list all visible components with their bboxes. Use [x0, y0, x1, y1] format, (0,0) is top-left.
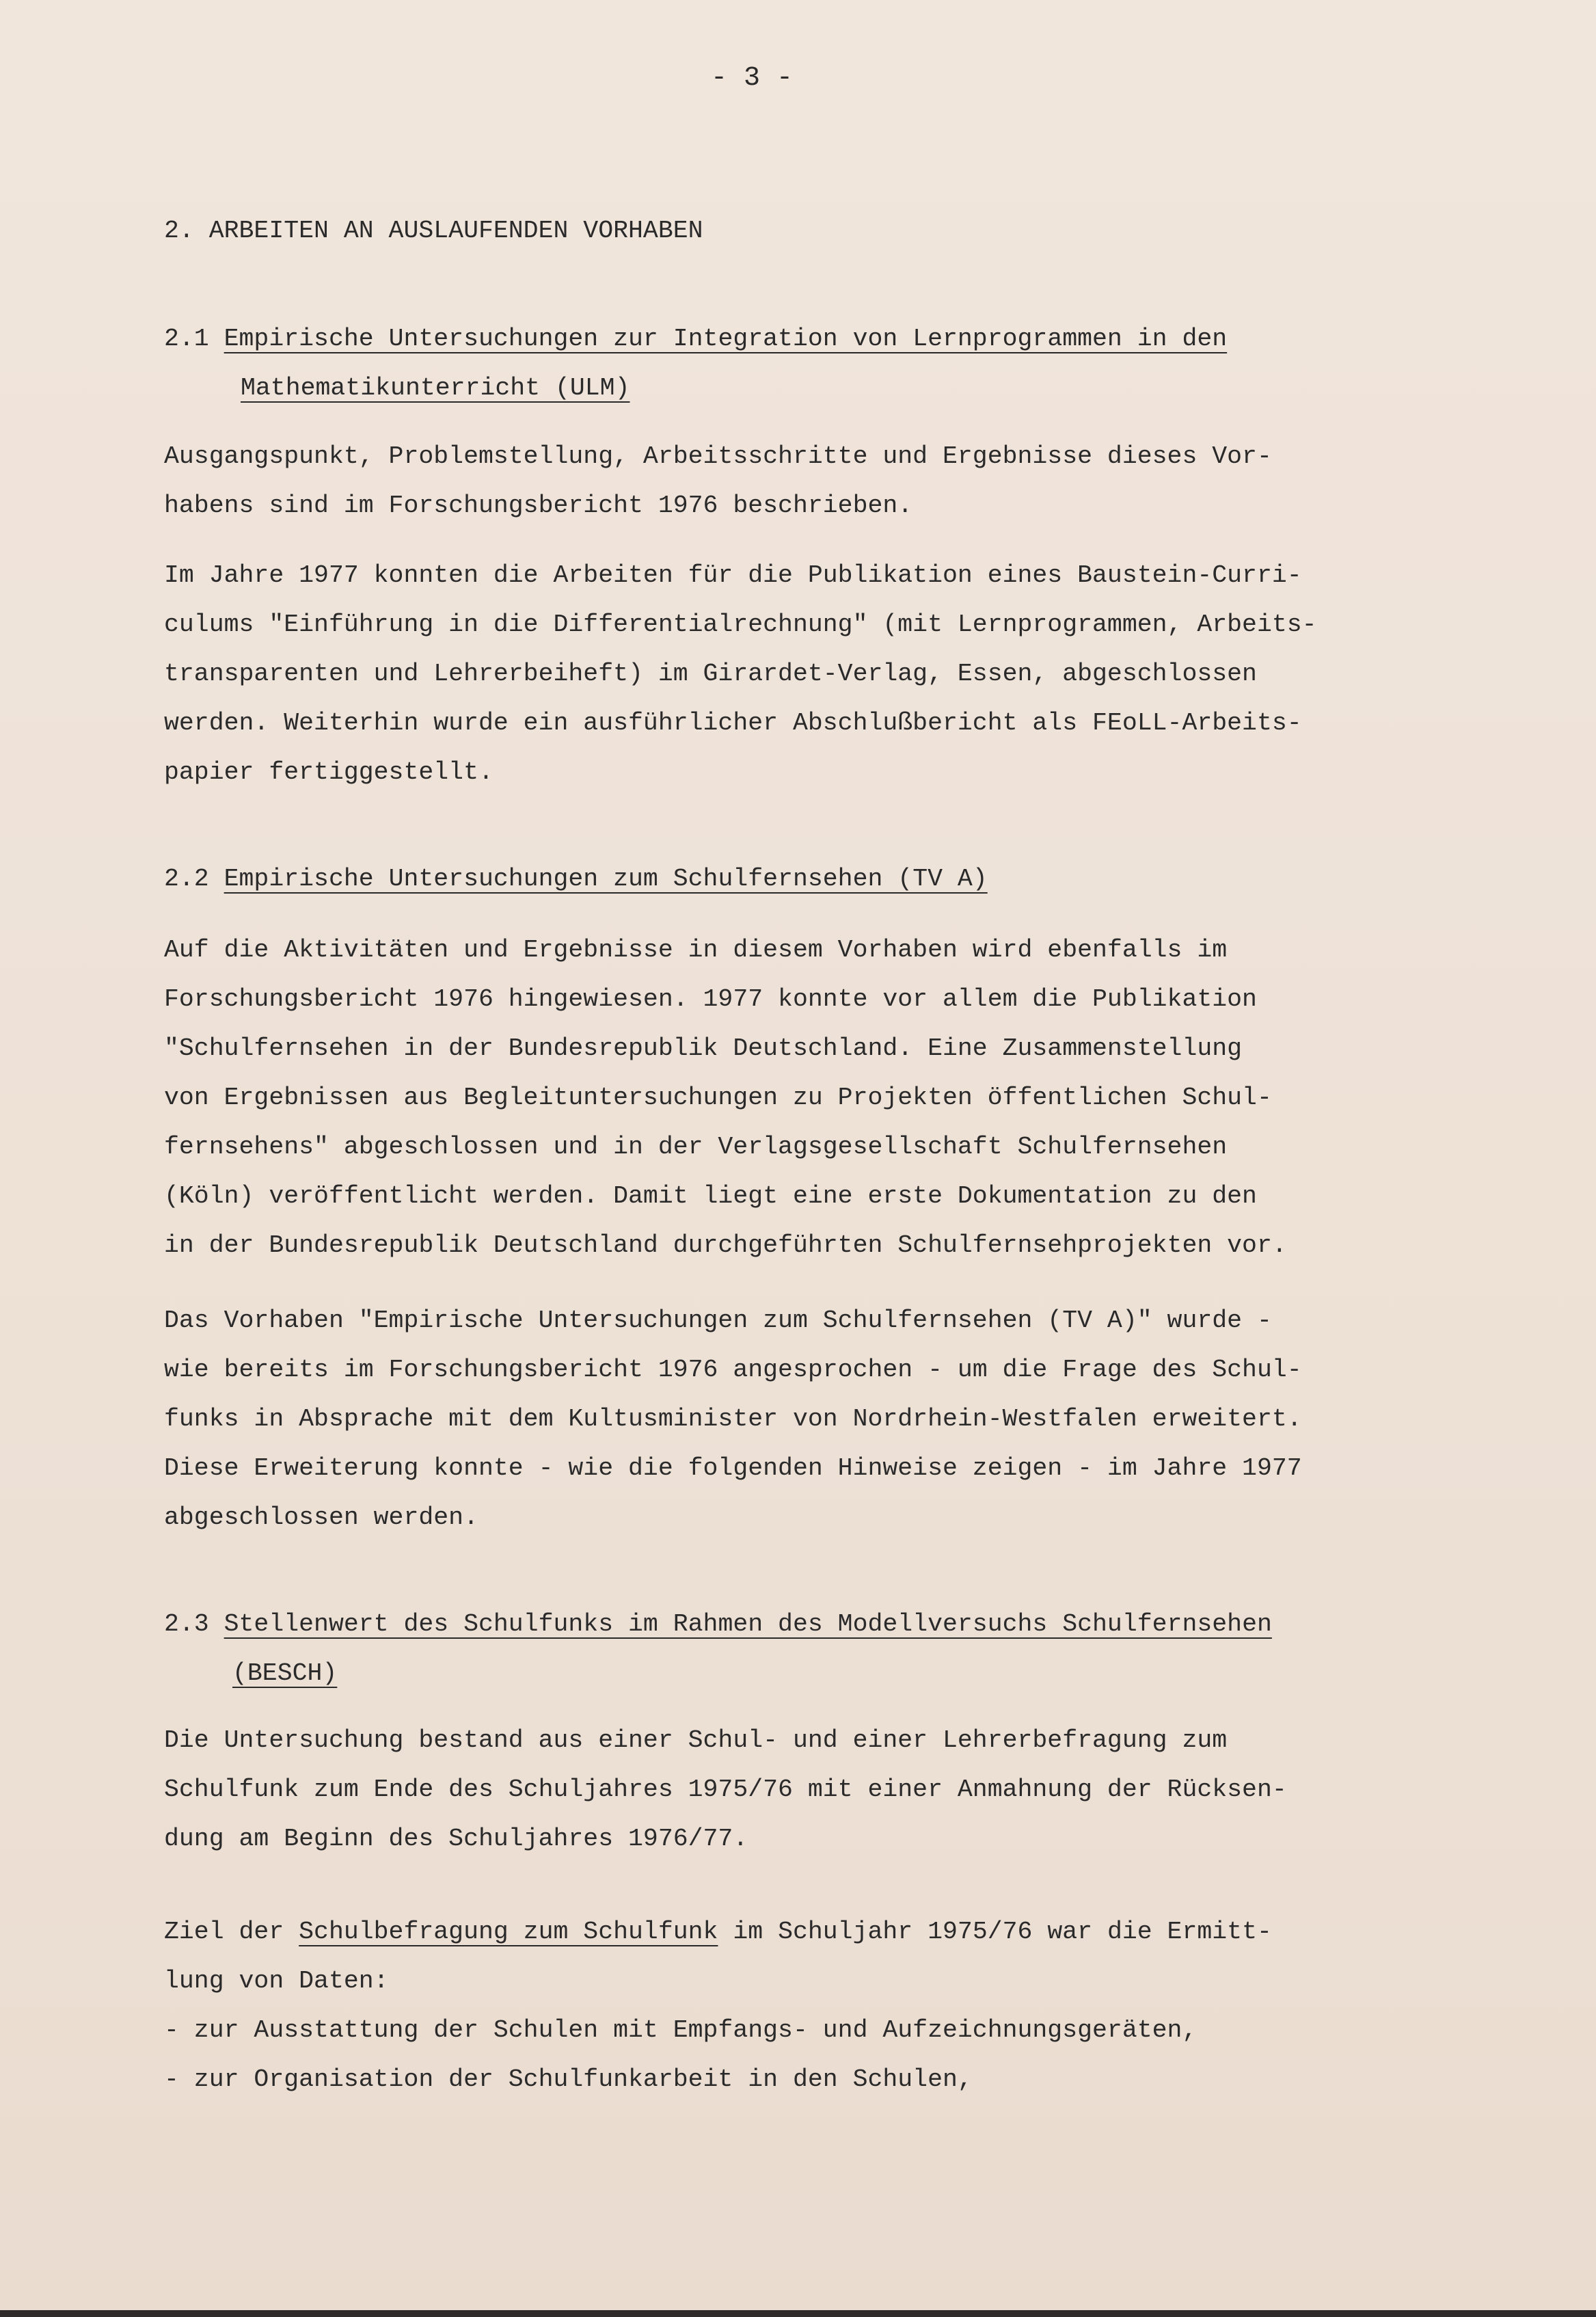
- section-2-2-title-line: [164, 855, 1490, 904]
- section-2-1-title: [164, 314, 1490, 413]
- paragraph-line: Das Vorhaben "Empirische Untersuchungen zum Schulfernsehen (TV A)" wurde -: [164, 1307, 1272, 1335]
- paragraph-line: lung von Daten:: [164, 1967, 389, 1995]
- section-2-3-number: 2.3: [164, 1610, 209, 1638]
- section-2-1-title-line2: [164, 364, 1490, 413]
- chapter-heading-text: 2. ARBEITEN AN AUSLAUFENDEN VORHABEN: [164, 217, 703, 245]
- paragraph-line: Im Jahre 1977 konnten die Arbeiten für die Publikation eines Baustein-Curri-: [164, 561, 1302, 589]
- section-2-3-title-text-line2: (BESCH): [232, 1659, 338, 1687]
- paragraph-line: (Köln) veröffentlicht werden. Damit liegt eine erste Dokumentation zu den: [164, 1182, 1257, 1210]
- section-2-2-paragraph-2: [164, 1296, 1490, 1542]
- section-2-1-number: 2.1: [164, 325, 209, 353]
- paragraph-line: habens sind im Forschungsbericht 1976 beschrieben.: [164, 492, 913, 520]
- paragraph-line: Die Untersuchung bestand aus einer Schul- und einer Lehrerbefragung zum: [164, 1726, 1228, 1754]
- schulbefragung-underlined: Schulbefragung zum Schulfunk: [299, 1918, 718, 1946]
- paragraph-2-prefix: Ziel der: [164, 1918, 299, 1946]
- paragraph-line: culums "Einführung in die Differentialrechnung" (mit Lernprogrammen, Arbeits-: [164, 611, 1317, 639]
- section-2-2-number: 2.2: [164, 865, 209, 893]
- paragraph-line: Forschungsbericht 1976 hingewiesen. 1977 konnte vor allem die Publikation: [164, 985, 1257, 1013]
- section-2-1-paragraph-2: [164, 551, 1490, 797]
- paragraph-2-suffix: im Schuljahr 1975/76 war die Ermitt-: [718, 1918, 1272, 1946]
- paragraph-line: von Ergebnissen aus Begleituntersuchungen zu Projekten öffentlichen Schul-: [164, 1084, 1272, 1112]
- section-2-3-title: [164, 1600, 1490, 1698]
- page-number: - 3 -: [710, 63, 794, 94]
- section-2-2-title-text: Empirische Untersuchungen zum Schulfernsehen (TV A): [224, 865, 988, 893]
- paragraph-line: funks in Absprache mit dem Kultusminister von Nordrhein-Westfalen erweitert.: [164, 1405, 1302, 1433]
- section-2-1-title-line1: [164, 314, 1490, 364]
- paragraph-line: Schulfunk zum Ende des Schuljahres 1975/76 mit einer Anmahnung der Rücksen-: [164, 1776, 1287, 1804]
- section-2-3-title-line1: [164, 1600, 1490, 1649]
- paragraph-line: Ausgangspunkt, Problemstellung, Arbeitsschritte und Ergebnisse dieses Vor-: [164, 442, 1272, 470]
- chapter-heading: [164, 206, 1490, 256]
- list-item: - zur Ausstattung der Schulen mit Empfangs- und Aufzeichnungsgeräten,: [164, 2016, 1198, 2044]
- section-2-3-paragraph-1: [164, 1716, 1490, 1864]
- paragraph-line: [164, 1907, 1490, 1957]
- section-2-1-title-text-line2: Mathematikunterricht (ULM): [241, 374, 630, 402]
- section-2-1-paragraph-1: [164, 432, 1490, 531]
- section-2-3-title-text-line1: Stellenwert des Schulfunks im Rahmen des Modellversuchs Schulfernsehen: [224, 1610, 1272, 1638]
- paragraph-line: papier fertiggestellt.: [164, 758, 493, 786]
- paragraph-line: werden. Weiterhin wurde ein ausführlicher Abschlußbericht als FEoLL-Arbeits-: [164, 709, 1302, 737]
- paragraph-line: Diese Erweiterung konnte - wie die folgenden Hinweise zeigen - im Jahre 1977: [164, 1454, 1302, 1482]
- section-2-2-paragraph-1: [164, 926, 1490, 1270]
- list-item: - zur Organisation der Schulfunkarbeit in den Schulen,: [164, 2065, 973, 2093]
- section-2-1-title-text-line1: Empirische Untersuchungen zur Integration von Lernprogrammen in den: [224, 325, 1228, 353]
- paragraph-line: transparenten und Lehrerbeiheft) im Girardet-Verlag, Essen, abgeschlossen: [164, 660, 1257, 688]
- section-2-3-paragraph-2: [164, 1907, 1490, 2104]
- paragraph-line: fernsehens" abgeschlossen und in der Verlagsgesellschaft Schulfernsehen: [164, 1133, 1228, 1161]
- section-2-3-title-line2: [164, 1649, 1490, 1698]
- paragraph-line: dung am Beginn des Schuljahres 1976/77.: [164, 1825, 748, 1853]
- paragraph-line: Auf die Aktivitäten und Ergebnisse in diesem Vorhaben wird ebenfalls im: [164, 936, 1228, 964]
- paragraph-line: in der Bundesrepublik Deutschland durchgeführten Schulfernsehprojekten vor.: [164, 1231, 1287, 1259]
- paragraph-line: abgeschlossen werden.: [164, 1503, 478, 1531]
- paragraph-line: "Schulfernsehen in der Bundesrepublik Deutschland. Eine Zusammenstellung: [164, 1034, 1243, 1062]
- paragraph-line: wie bereits im Forschungsbericht 1976 angesprochen - um die Frage des Schul-: [164, 1356, 1302, 1384]
- scan-bottom-edge: [0, 2310, 1596, 2317]
- section-2-2-title: [164, 855, 1490, 904]
